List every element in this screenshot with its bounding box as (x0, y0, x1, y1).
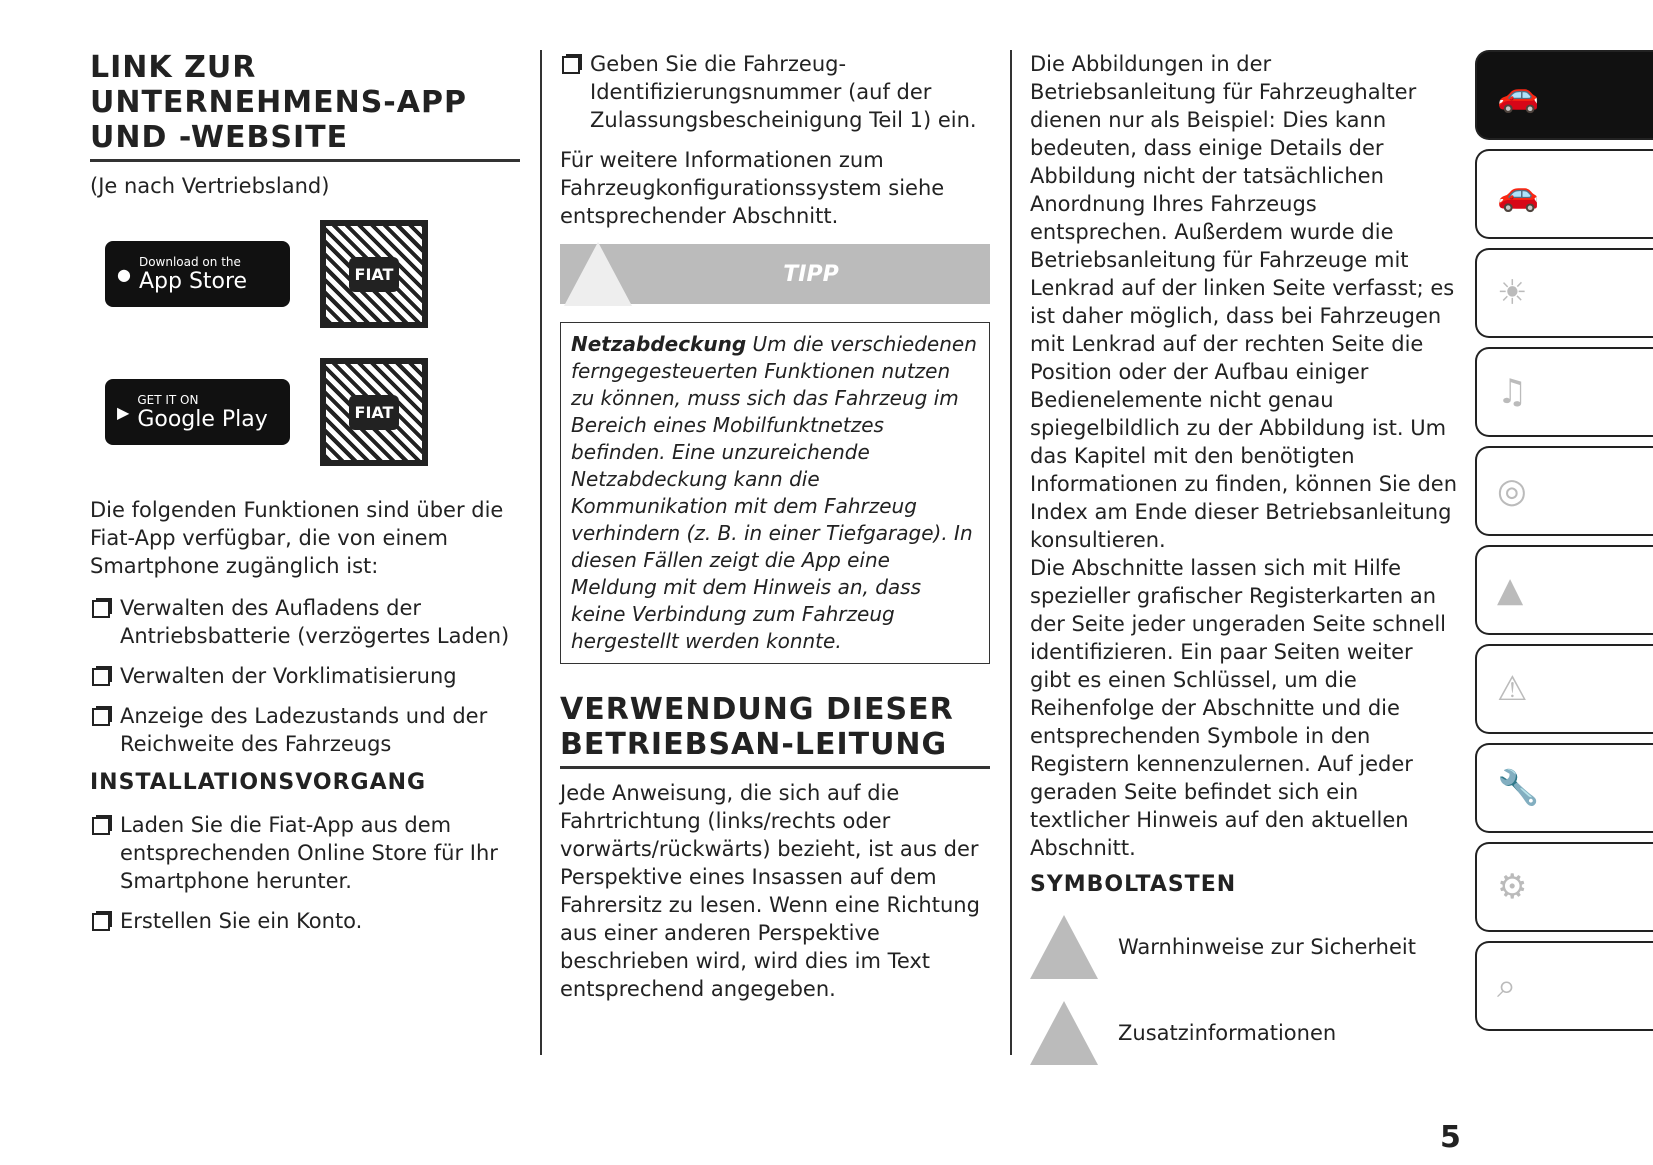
tab-index[interactable]: ⌕ (1475, 941, 1653, 1031)
paragraph: Jede Anweisung, die sich auf die Fahrtrichtung (links/rechts oder vorwärts/rückwärts) bezieht, ist aus der Perspektive eines Insassen auf dem Fahrersitz zu lesen. Wenn eine Richtung aus einer anderen Perspektive beschrieben wird, wird dies im Text entsprechend angegeben. (560, 781, 980, 1001)
section-title: LINK ZUR UNTERNEHMENS-APP UND -WEBSITE (90, 50, 520, 162)
list-item: Geben Sie die Fahrzeug-Identifizierungsnummer (auf der Zulassungsbescheinigung Teil 1) ein. (560, 50, 990, 134)
list-item: Laden Sie die Fiat-App aus dem entsprechenden Online Store für Ihr Smartphone herunter. (90, 811, 520, 895)
tab-media-nav[interactable]: ♫ (1475, 347, 1653, 437)
tip-bar (560, 244, 990, 304)
column-1 (90, 50, 520, 947)
intro: Die folgenden Funktionen sind über die Fiat-App verfügbar, die von einem Smartphone zugänglich ist: (90, 498, 504, 578)
qr-label: FIAT (349, 395, 400, 430)
tip-text: Um die verschiedenen ferngegesteuerten Funktionen nutzen zu können, muss sich das Fahrzeug im Bereich eines Mobilfunktnetzes befinden. Eine unzureichende Netzabdeckung kann die Kommunikation mit dem Fahrzeug verhindern (z. B. in einer Tiefgarage). In diesen Fällen zeigt die App eine Meldung mit dem Hinweis an, dass keine Verbindung zum Fahrzeug hergestellt werden konnte. (571, 332, 977, 653)
qr-label: FIAT (349, 257, 400, 292)
car-warning-icon (564, 242, 632, 306)
paragraph: Die Abbildungen in der Betriebsanleitung für Fahrzeughalter dienen nur als Beispiel: Dies kann bedeuten, dass einige Details der Abbildung nicht der tatsächlichen Anordnung Ihres Fahrzeugs entsprechen. Außerdem wurde die Betriebsanleitung für Fahrzeuge mit Lenkrad auf der linken Seite verfasst; es ist daher möglich, dass bei Fahrzeugen mit Lenkrad auf der rechten Seite die Position oder der Aufbau einiger Bedienelemente nicht genau spiegelbildlich zu der Abbildung ist. Um das Kapitel mit den benötigten Informationen zu finden, können Sie den Index am Ende dieser Betriebsanleitung konsultieren. (1030, 52, 1458, 552)
tip-bold: Netzabdeckung (571, 332, 747, 356)
tab-emergency[interactable]: ⚠ (1475, 644, 1653, 734)
tab-specs[interactable]: ⚙ (1475, 842, 1653, 932)
google-play-badge[interactable] (105, 379, 290, 445)
badge-main: App Store (138, 268, 248, 294)
play-icon: ▶ (117, 402, 130, 422)
section-title: VERWENDUNG DIESER BETRIEBSAN-LEITUNG (560, 692, 990, 769)
column-3 (1030, 50, 1460, 1087)
symbol-label: Zusatzinformationen (1118, 1021, 1337, 1045)
badge-top: Download on the (138, 254, 241, 269)
column-2 (560, 50, 990, 1003)
subheading: INSTALLATIONSVORGANG (90, 770, 427, 795)
subheading: SYMBOLTASTEN (1030, 872, 1237, 897)
list-item: Anzeige des Ladezustands und der Reichweite des Fahrzeugs (90, 702, 520, 758)
qr-code (320, 358, 428, 466)
qr-code (320, 220, 428, 328)
tab-maintenance[interactable]: 🔧 (1475, 743, 1653, 833)
chapter-tabs (1475, 50, 1653, 1040)
apple-icon: ● (117, 264, 131, 284)
paragraph: Für weitere Informationen zum Fahrzeugkonfigurationssystem siehe entsprechender Abschnitt. (560, 148, 945, 228)
warning-icon (1030, 915, 1098, 979)
page-number: 5 (1440, 1120, 1461, 1155)
tab-lights-mail[interactable]: ☀ (1475, 248, 1653, 338)
tab-steering[interactable]: ◎ (1475, 446, 1653, 536)
tab-car-info[interactable]: 🚗 (1475, 149, 1653, 239)
list-item: Verwalten des Aufladens der Antriebsbatterie (verzögertes Laden) (90, 594, 520, 650)
symbol-label: Warnhinweise zur Sicherheit (1118, 935, 1416, 959)
list-item: Verwalten der Vorklimatisierung (90, 662, 520, 690)
tab-car-search[interactable]: 🚗 (1475, 50, 1653, 140)
tip-box (560, 322, 990, 664)
car-info-icon (1030, 1001, 1098, 1065)
tab-driving-assist[interactable]: ▲ (1475, 545, 1653, 635)
badge-main: Google Play (137, 406, 268, 432)
badge-top: GET IT ON (137, 392, 199, 407)
list-item: Erstellen Sie ein Konto. (90, 907, 520, 935)
paragraph: Die Abschnitte lassen sich mit Hilfe spezieller grafischer Registerkarten an der Seite jeder ungeraden Seite schnell identifizieren. Ein paar Seiten weiter gibt es einen Schlüssel, um die Reihenfolge der Abschnitte und die entsprechenden Symbole in den Registern kennenzulernen. Auf jeder geraden Seite befindet sich ein textlicher Hinweis auf den aktuellen Abschnitt. (1030, 556, 1447, 860)
tip-label: TIPP (783, 261, 839, 287)
note: (Je nach Vertriebsland) (90, 174, 330, 198)
app-store-badge[interactable] (105, 241, 290, 307)
